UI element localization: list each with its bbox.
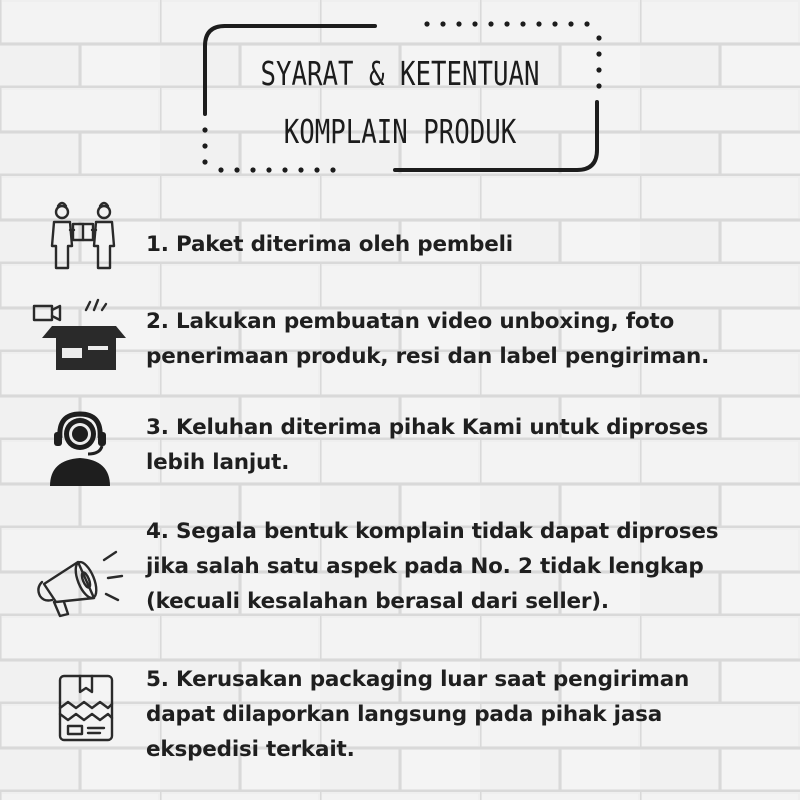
open-box-camera-icon bbox=[28, 296, 138, 376]
item-2-text bbox=[146, 304, 786, 374]
item-2-line-2: penerimaan produk, resi dan label pengiriman. bbox=[146, 344, 710, 369]
title-frame bbox=[195, 18, 605, 176]
item-5-text bbox=[146, 662, 786, 767]
title-line-2: KOMPLAIN PRODUK bbox=[283, 112, 517, 151]
item-3-text bbox=[146, 410, 786, 480]
item-5-line-3: ekspedisi terkait. bbox=[146, 737, 355, 762]
damaged-package-icon bbox=[28, 670, 138, 750]
item-4-text bbox=[146, 514, 786, 619]
item-1-line-1: 1. Paket diterima oleh pembeli bbox=[146, 232, 513, 257]
item-4-line-3: (kecuali kesalahan berasal dari seller). bbox=[146, 589, 609, 614]
item-3-line-2: lebih lanjut. bbox=[146, 450, 290, 475]
title-border-decoration bbox=[195, 18, 605, 176]
title-line-1: SYARAT & KETENTUAN bbox=[260, 54, 540, 93]
item-4-line-2: jika salah satu aspek pada No. 2 tidak lengkap bbox=[146, 554, 704, 579]
item-1-text bbox=[146, 227, 786, 262]
item-5-line-2: dapat dilaporkan langsung pada pihak jasa bbox=[146, 702, 663, 727]
megaphone-icon bbox=[28, 540, 138, 620]
item-2-line-1: 2. Lakukan pembuatan video unboxing, foto bbox=[146, 309, 675, 334]
customer-service-headset-icon bbox=[28, 410, 138, 490]
delivery-handover-icon bbox=[28, 200, 138, 280]
item-3-line-1: 3. Keluhan diterima pihak Kami untuk diproses bbox=[146, 415, 709, 440]
item-4-line-1: 4. Segala bentuk komplain tidak dapat diproses bbox=[146, 519, 719, 544]
item-5-line-1: 5. Kerusakan packaging luar saat pengiriman bbox=[146, 667, 690, 692]
